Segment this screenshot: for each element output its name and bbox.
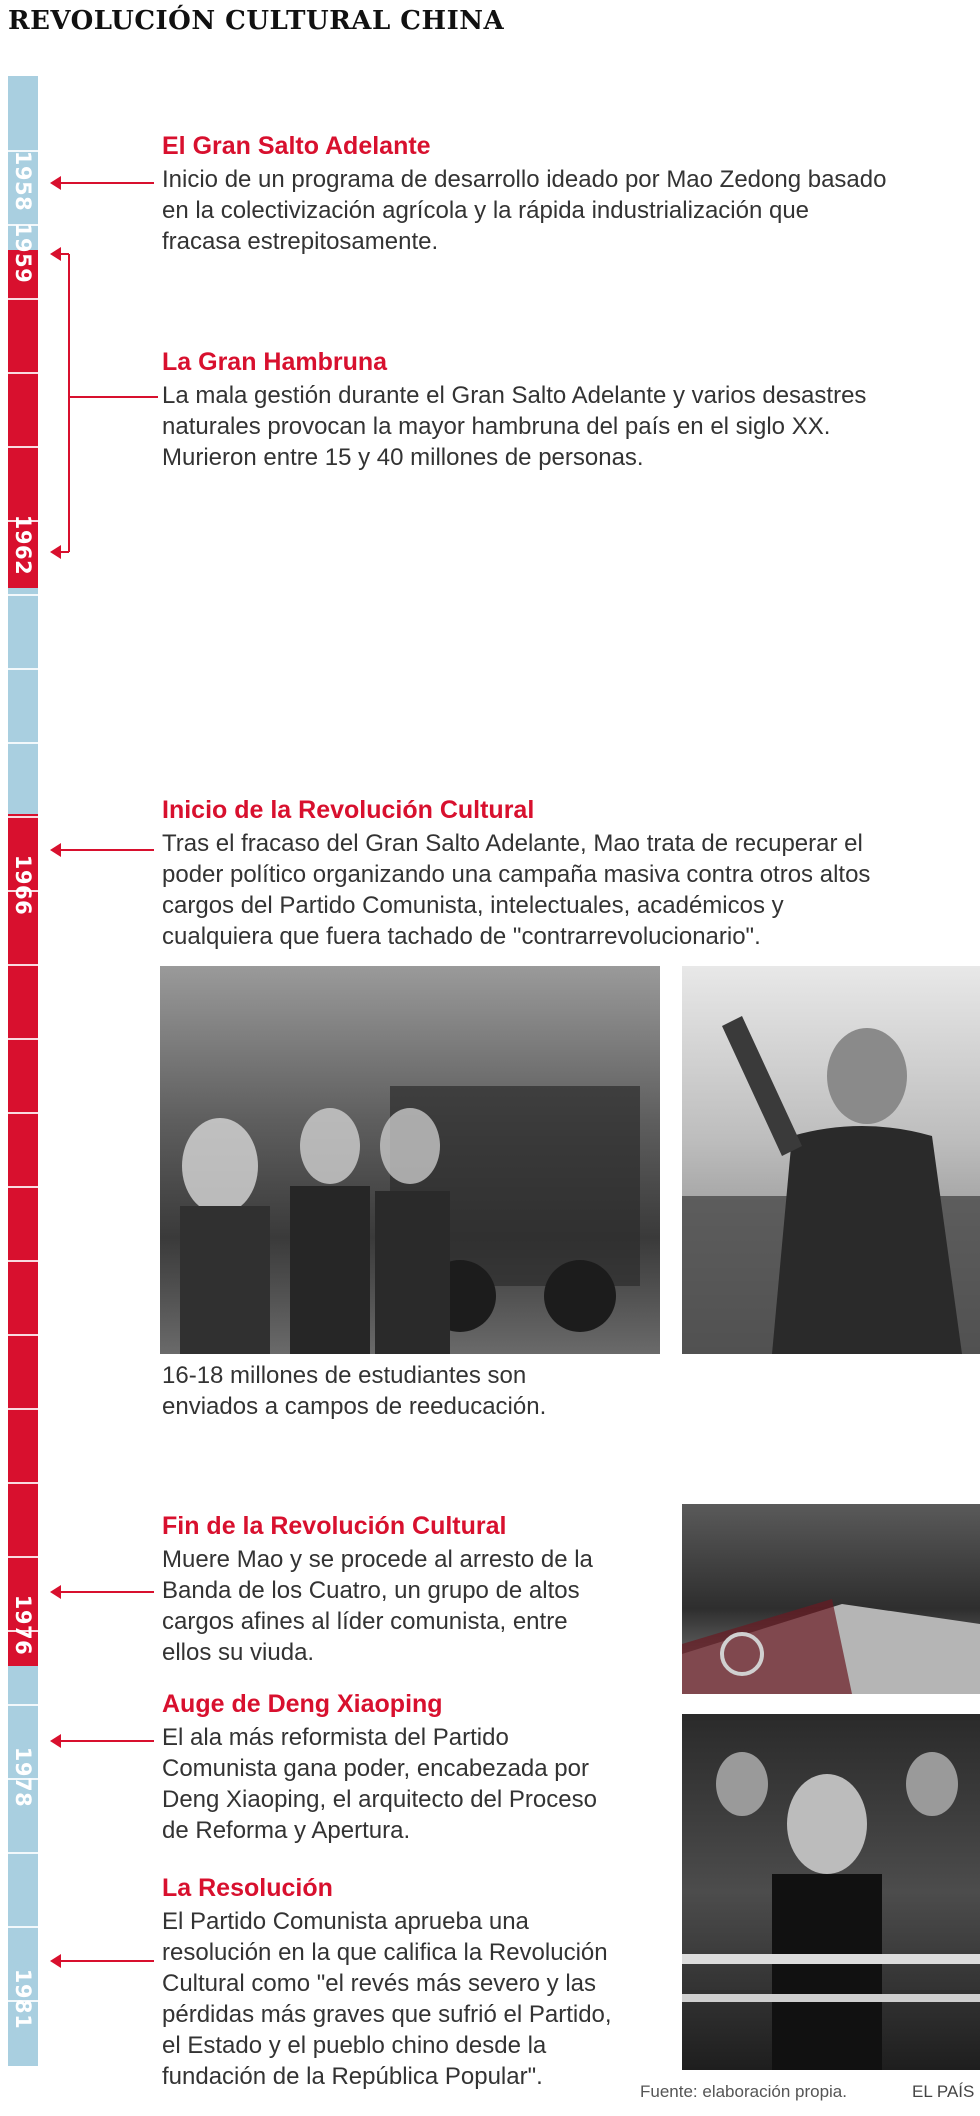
- year-label-1981: 1981: [11, 1968, 36, 2030]
- footer-source: Fuente: elaboración propia.: [640, 2082, 847, 2101]
- event-text: Muere Mao y se procede al arresto de la Banda de los Cuatro, un grupo de altos cargos afines al líder comunista, entre ellos su viuda.: [162, 1546, 593, 1666]
- event-title: Fin de la Revolución Cultural: [162, 1512, 507, 1540]
- event-title: El Gran Salto Adelante: [162, 132, 431, 160]
- event-text: Inicio de un programa de desarrollo ideado por Mao Zedong basado en la colectivización agrícola y la rápida industrialización que fracasa estrepitosamente.: [162, 166, 887, 255]
- bracket-arrow-icon: [52, 253, 69, 255]
- event-text: Tras el fracaso del Gran Salto Adelante, Mao trata de recuperar el poder político organizando una campaña masiva contra otros altos cargos del Partido Comunista, intelectuales, académicos y cualquiera que fuera tachado de "contrarrevolucionario".: [162, 830, 871, 950]
- year-label-1958: 1958: [11, 150, 36, 212]
- year-label-1978: 1978: [11, 1746, 36, 1808]
- page-title: REVOLUCIÓN CULTURAL CHINA: [8, 6, 505, 36]
- arrow-1981-icon: [52, 1960, 154, 1962]
- arrow-1966-icon: [52, 849, 154, 851]
- timeline-segment: [8, 814, 38, 1666]
- event-title: La Gran Hambruna: [162, 348, 388, 376]
- event-title: La Resolución: [162, 1874, 333, 1902]
- year-label-1962: 1962: [11, 514, 36, 576]
- event-title: Inicio de la Revolución Cultural: [162, 796, 535, 824]
- event-text: El Partido Comunista aprueba una resolución en la que califica la Revolución Cultural como "el revés más severo y las pérdidas más graves que sufrió el Partido, el Estado y el pueblo chino desde la fundación de la República Popular".: [162, 1908, 612, 2090]
- event-text: La mala gestión durante el Gran Salto Adelante y varios desastres naturales provocan la mayor hambruna del país en el siglo XX. Murieron entre 15 y 40 millones de personas.: [162, 382, 867, 471]
- arrow-1976-icon: [52, 1591, 154, 1593]
- event-text: El ala más reformista del Partido Comunista gana poder, encabezada por Deng Xiaoping, el arquitecto del Proceso de Reforma y Apertura.: [162, 1724, 597, 1844]
- photo-mao-waving: [682, 966, 980, 1354]
- year-label-1959: 1959: [11, 222, 36, 284]
- bracket-arrow-icon: [52, 551, 69, 553]
- photo-trial: [682, 1714, 980, 2070]
- timeline-segment: [8, 588, 38, 814]
- photo-students-truck: [160, 966, 660, 1354]
- arrow-1958-icon: [52, 182, 154, 184]
- year-label-1966: 1966: [11, 854, 36, 916]
- year-label-1976: 1976: [11, 1594, 36, 1656]
- footer-brand: EL PAÍS: [912, 2082, 975, 2101]
- event-title: Auge de Deng Xiaoping: [162, 1690, 443, 1718]
- timeline-bar: [8, 76, 38, 2066]
- connector-line: [68, 396, 158, 398]
- bracket-line: [68, 254, 70, 552]
- photo-caption: 16-18 millones de estudiantes son enviados a campos de reeducación.: [162, 1362, 547, 1420]
- photo-mao-funeral: [682, 1504, 980, 1694]
- arrow-1978-icon: [52, 1740, 154, 1742]
